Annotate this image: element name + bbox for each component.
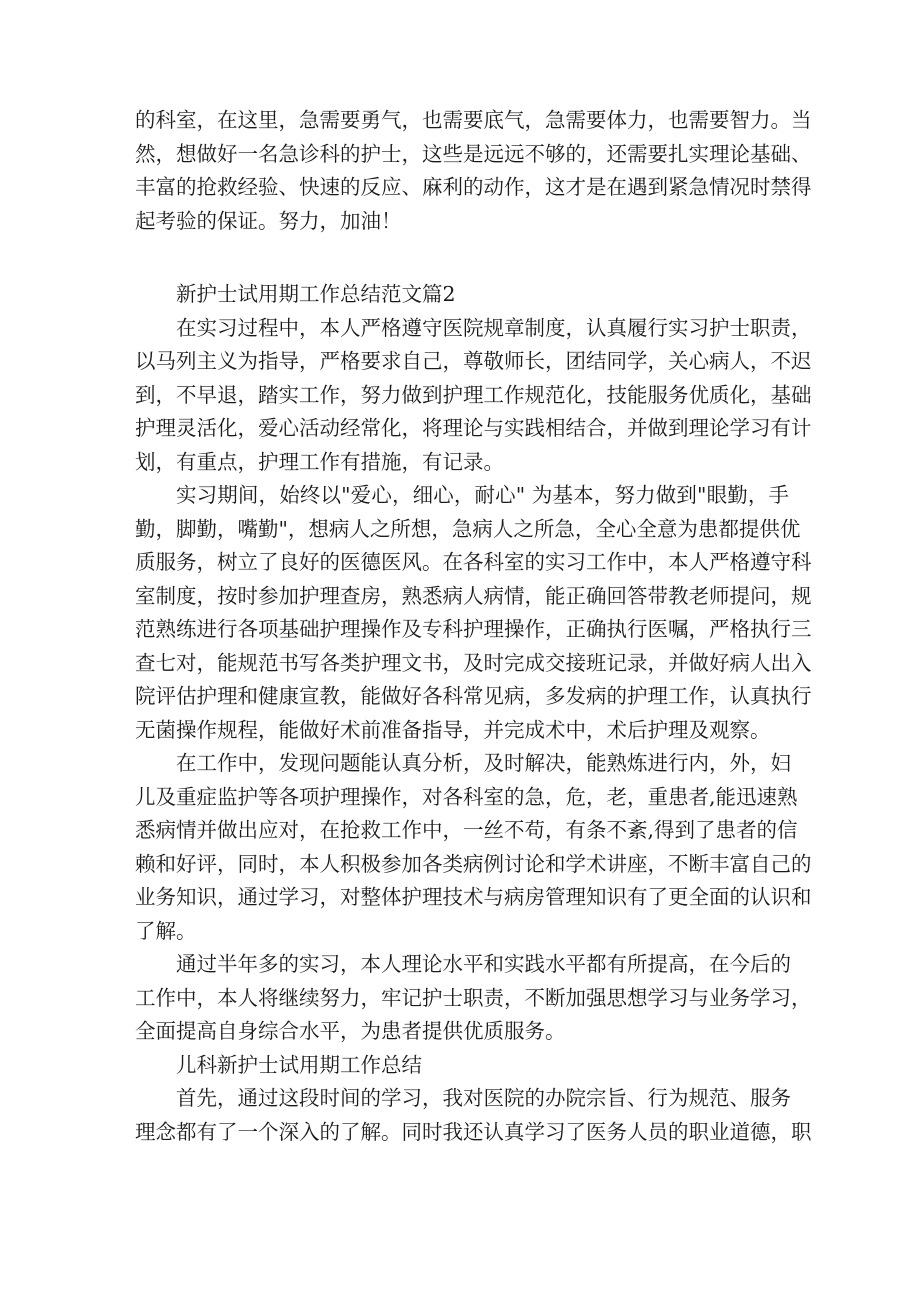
paragraph-at-work: [135, 747, 812, 948]
text-line: 护理灵活化，爱心活动经常化，将理论与实践相结合，并做到理论学习有计: [135, 416, 812, 440]
text-line: 业务知识，通过学习，对整体护理技术与病房管理知识有了更全面的认识和: [135, 885, 812, 909]
text-line: 儿及重症监护等各项护理操作，对各科室的急，危，老，重患者,能迅速熟: [135, 784, 798, 809]
text-line: 勤，脚勤，嘴勤"，想病人之所想，急病人之所急，全心全意为患都提供优: [135, 516, 801, 541]
paragraph-intro-ending: [135, 104, 812, 238]
text-line: 质服务，树立了良好的医德医风。在各科室的实习工作中，本人严格遵守科: [135, 550, 812, 574]
text-line: 在实习过程中，本人严格遵守医院规章制度，认真履行实习护士职责，: [176, 315, 812, 340]
section-title: 新护士试用期工作总结范文篇2: [176, 282, 456, 306]
text-line: 划，有重点，护理工作有措施，有记录。: [135, 449, 504, 474]
text-line: 无菌操作规程，能做好术前准备指导，并完成术中，术后护理及观察。: [135, 717, 771, 742]
text-line: 实习期间，始终以"爱心，细心，耐心" 为基本，努力做到"眼勤，手: [176, 483, 789, 507]
text-line: 全面提高自身综合水平，为患者提供优质服务。: [135, 1019, 566, 1043]
paragraph-pediatrics-first: [135, 1082, 812, 1149]
text-line: 在工作中，发现问题能认真分析，及时解决，能熟炼进行内，外，妇: [176, 751, 791, 775]
document-body: [135, 104, 812, 1149]
text-line: 通过半年多的实习，本人理论水平和实践水平都有所提高，在今后的: [176, 952, 791, 976]
text-line: 范熟练进行各项基础护理操作及专科护理操作，正确执行医嘱，严格执行三: [135, 617, 812, 641]
paragraph-internship-period: [135, 479, 812, 747]
section-title: 儿科新护士试用期工作总结: [176, 1052, 422, 1077]
text-line: 室制度，按时参加护理查房，熟悉病人病情，能正确回答带教老师提问，规: [135, 583, 812, 608]
section-heading-2: [135, 278, 789, 312]
text-line: 悉病情并做出应对，在抢救工作中，一丝不苟，有条不紊,得到了患者的信: [135, 818, 798, 842]
text-line: 起考验的保证。努力，加油！: [135, 208, 402, 233]
text-line: 然，想做好一名急诊科的护士，这些是远远不够的，还需要扎实理论基础、: [135, 141, 812, 166]
text-line: 院评估护理和健康宣教，能做好各科常见病，多发病的护理工作，认真执行: [135, 684, 812, 708]
text-line: 丰富的抢救经验、快速的反应、麻利的动作，这才是在遇到紧急情况时禁得: [135, 175, 812, 199]
paragraph-conclusion: [135, 948, 812, 1049]
section-heading-pediatrics: [135, 1049, 789, 1083]
text-line: 了解。: [135, 918, 197, 943]
text-line: 工作中，本人将继续努力，牢记护士职责，不断加强思想学习与业务学习，: [135, 985, 812, 1010]
text-line: 理念都有了一个深入的了解。同时我还认真学习了医务人员的职业道德，职: [135, 1119, 812, 1144]
paragraph-spacer: [135, 238, 789, 278]
text-line: 首先，通过这段时间的学习，我对医院的办院宗旨、行为规范、服务: [176, 1086, 791, 1110]
text-line: 以马列主义为指导，严格要求自己，尊敬师长，团结同学，关心病人，不迟: [135, 349, 812, 373]
text-line: 查七对，能规范书写各类护理文书，及时完成交接班记录，并做好病人出入: [135, 650, 812, 675]
paragraph-internship-process: [135, 312, 812, 480]
text-line: 的科室，在这里，急需要勇气，也需要底气，急需要体力，也需要智力。当: [135, 108, 812, 132]
text-line: 赖和好评，同时，本人积极参加各类病例讨论和学术讲座，不断丰富自己的: [135, 851, 812, 876]
text-line: 到，不早退，踏实工作，努力做到护理工作规范化，技能服务优质化，基础: [135, 382, 812, 407]
